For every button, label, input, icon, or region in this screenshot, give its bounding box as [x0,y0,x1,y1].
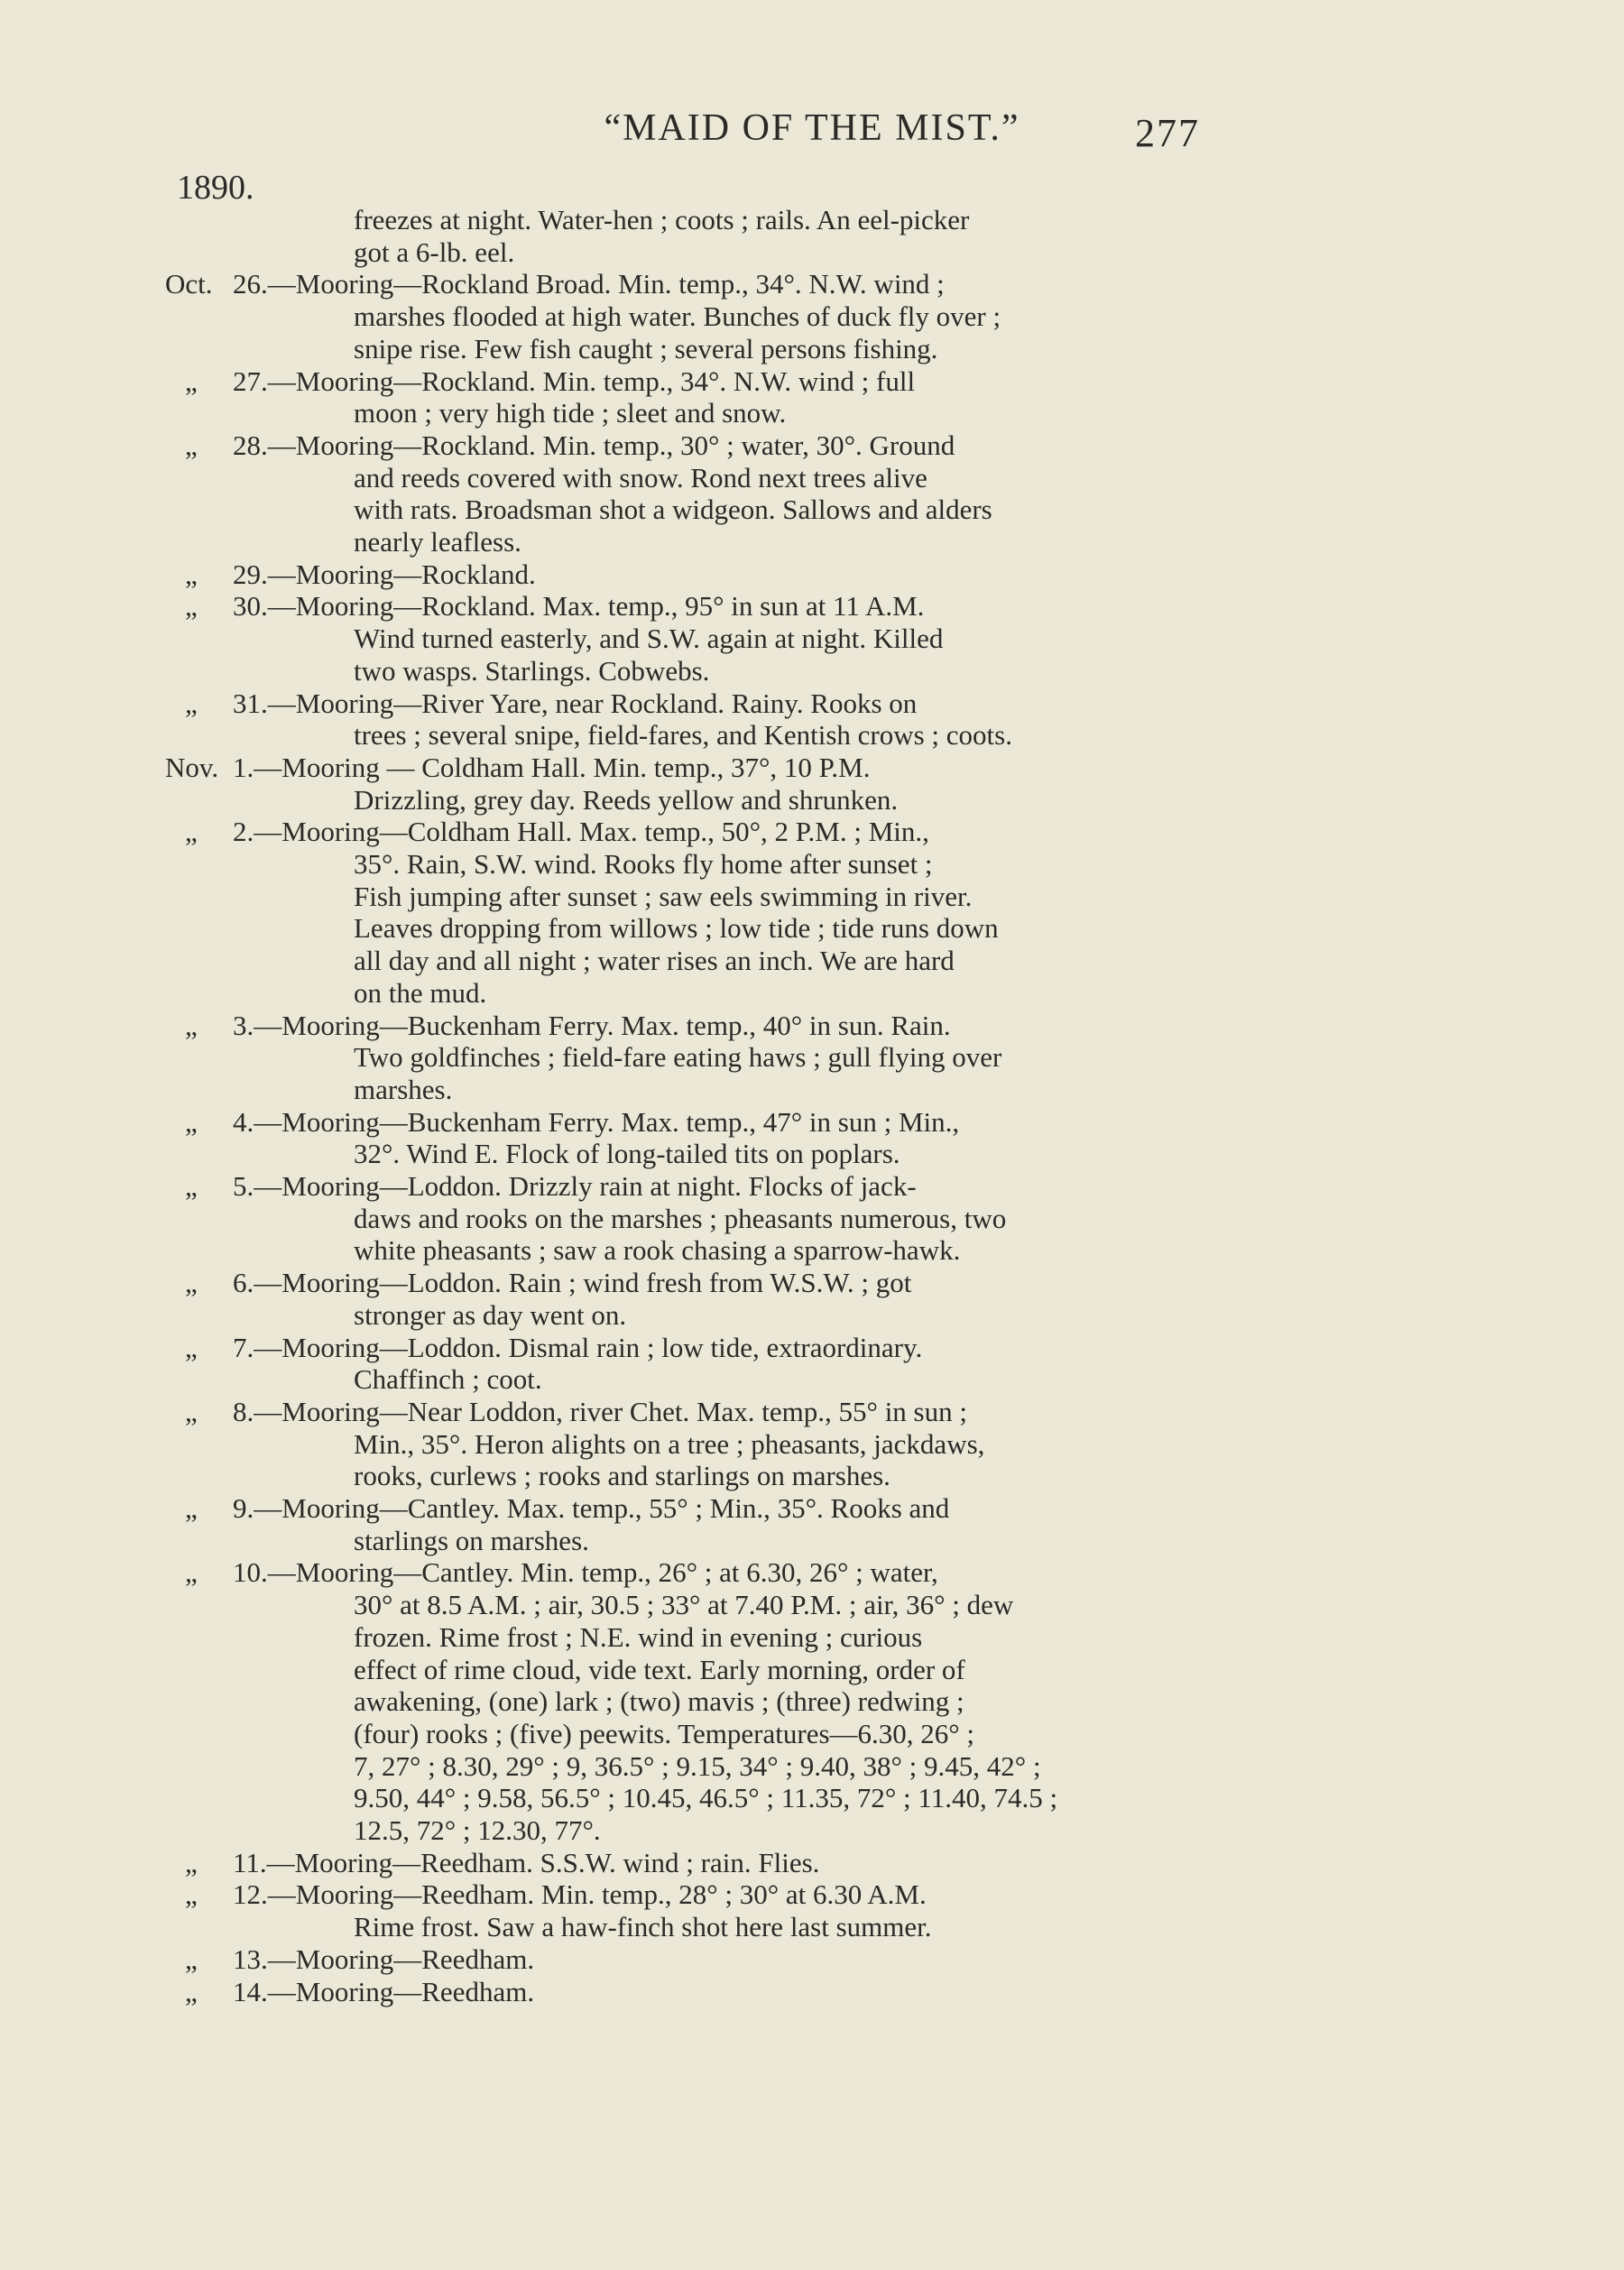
entry-continuation-line: 12.5, 72° ; 12.30, 77°. [354,1814,601,1846]
entry-continuation-line: freezes at night. Water-hen ; coots ; rails. An eel-picker [354,204,970,235]
entry-line: 4.—Mooring—Buckenham Ferry. Max. temp., 47° in sun ; Min., [233,1105,960,1138]
entry-line: 27.—Mooring—Rockland. Min. temp., 34°. N.W. wind ; full [233,364,916,397]
year-heading: 1890. [177,169,254,207]
page-number: 277 [1135,111,1200,155]
ditto-mark: „ [185,1009,198,1041]
entry-continuation-line: on the mud. [354,976,487,1009]
entry-line: 12.—Mooring—Reedham. Min. temp., 28° ; 30° at 6.30 A.M. [233,1878,927,1911]
entry-continuation-line: daws and rooks on the marshes ; pheasants numerous, two [354,1202,1007,1234]
entry-continuation-line: Min., 35°. Heron alights on a tree ; pheasants, jackdaws, [354,1427,985,1460]
entry-line: 1.—Mooring — Coldham Hall. Min. temp., 37°, 10 P.M. [233,751,871,783]
entry-line: 3.—Mooring—Buckenham Ferry. Max. temp., 40° in sun. Rain. [233,1009,951,1041]
entry-line: 2.—Mooring—Coldham Hall. Max. temp., 50°, 2 P.M. ; Min., [233,816,929,848]
entry-line: 30.—Mooring—Rockland. Max. temp., 95° in sun at 11 A.M. [233,590,925,623]
entry-line: 5.—Mooring—Loddon. Drizzly rain at night. Flocks of jack- [233,1170,917,1202]
entry-continuation-line: moon ; very high tide ; sleet and snow. [354,397,787,429]
ditto-mark: „ [185,1331,198,1363]
entry-continuation-line: with rats. Broadsman shot a widgeon. Sallows and alders [354,494,992,526]
entry-continuation-line: Chaffinch ; coot. [354,1363,542,1396]
entry-continuation-line: got a 6-lb. eel. [354,235,515,268]
entry-line: 9.—Mooring—Cantley. Max. temp., 55° ; Min., 35°. Rooks and [233,1492,950,1524]
entry-continuation-line: Drizzling, grey day. Reeds yellow and shrunken. [354,783,899,816]
entry-continuation-line: frozen. Rime frost ; N.E. wind in evening ; curious [354,1620,923,1653]
entry-continuation-line: marshes flooded at high water. Bunches of duck fly over ; [354,300,1001,333]
entry-continuation-line: (four) rooks ; (five) peewits. Temperatures—6.30, 26° ; [354,1717,975,1749]
entry-continuation-line: awakening, (one) lark ; (two) mavis ; (three) redwing ; [354,1685,964,1718]
entry-line: 7.—Mooring—Loddon. Dismal rain ; low tide, extraordinary. [233,1331,923,1363]
ditto-mark: „ [185,364,198,397]
entry-continuation-line: 30° at 8.5 A.M. ; air, 30.5 ; 33° at 7.40 P.M. ; air, 36° ; dew [354,1589,1014,1621]
entry-continuation-line: all day and all night ; water rises an inch. We are hard [354,945,955,977]
entry-continuation-line: nearly leafless. [354,526,521,558]
entry-line: 31.—Mooring—River Yare, near Rockland. Rainy. Rooks on [233,687,918,719]
ditto-mark: „ [185,429,198,461]
entry-continuation-line: marshes. [354,1073,453,1105]
entry-continuation-line: two wasps. Starlings. Cobwebs. [354,654,710,687]
ditto-mark: „ [185,1942,198,1975]
entry-continuation-line: 32°. Wind E. Flock of long-tailed tits on poplars. [354,1138,900,1170]
entry-continuation-line: 35°. Rain, S.W. wind. Rooks fly home after sunset ; [354,848,933,880]
entry-continuation-line: starlings on marshes. [354,1524,589,1556]
ditto-mark: „ [185,1492,198,1524]
entry-line: 8.—Mooring—Near Loddon, river Chet. Max. temp., 55° in sun ; [233,1395,967,1427]
entry-continuation-line: Fish jumping after sunset ; saw eels swimming in river. [354,880,973,912]
entry-line: 29.—Mooring—Rockland. [233,558,536,590]
ditto-mark: „ [185,1846,198,1878]
ditto-mark: „ [185,1267,198,1299]
ditto-mark: „ [185,1878,198,1911]
entry-continuation-line: trees ; several snipe, field-fares, and Kentish crows ; coots. [354,719,1012,752]
entry-line: 26.—Mooring—Rockland Broad. Min. temp., 34°. N.W. wind ; [233,268,945,300]
entry-line: 6.—Mooring—Loddon. Rain ; wind fresh from W.S.W. ; got [233,1267,912,1299]
ditto-mark: „ [185,687,198,719]
entry-continuation-line: Rime frost. Saw a haw-finch shot here last summer. [354,1911,932,1943]
month-label: Nov. [165,751,219,783]
entry-line: 11.—Mooring—Reedham. S.S.W. wind ; rain. Flies. [233,1846,820,1878]
entry-line: 13.—Mooring—Reedham. [233,1942,535,1975]
entry-continuation-line: Wind turned easterly, and S.W. again at night. Killed [354,623,944,655]
entry-continuation-line: stronger as day went on. [354,1298,627,1331]
ditto-mark: „ [185,1170,198,1202]
entry-continuation-line: 7, 27° ; 8.30, 29° ; 9, 36.5° ; 9.15, 34° ; 9.40, 38° ; 9.45, 42° ; [354,1749,1041,1782]
ditto-mark: „ [185,816,198,848]
entry-continuation-line: effect of rime cloud, vide text. Early morning, order of [354,1653,965,1685]
entry-continuation-line: Leaves dropping from willows ; low tide ; tide runs down [354,912,999,945]
ditto-mark: „ [185,1975,198,2007]
entry-line: 14.—Mooring—Reedham. [233,1975,535,2007]
entry-line: 10.—Mooring—Cantley. Min. temp., 26° ; at 6.30, 26° ; water, [233,1556,938,1589]
entry-continuation-line: white pheasants ; saw a rook chasing a sparrow-hawk. [354,1234,961,1267]
running-title: “MAID OF THE MIST.” [604,107,1020,149]
entry-continuation-line: snipe rise. Few fish caught ; several persons fishing. [354,332,938,364]
ditto-mark: „ [185,590,198,623]
entry-line: 28.—Mooring—Rockland. Min. temp., 30° ; water, 30°. Ground [233,429,955,461]
ditto-mark: „ [185,1556,198,1589]
entry-continuation-line: and reeds covered with snow. Rond next trees alive [354,461,927,494]
ditto-mark: „ [185,1105,198,1138]
month-label: Oct. [165,268,213,300]
ditto-mark: „ [185,558,198,590]
entry-continuation-line: 9.50, 44° ; 9.58, 56.5° ; 10.45, 46.5° ; 11.35, 72° ; 11.40, 74.5 ; [354,1782,1058,1814]
ditto-mark: „ [185,1395,198,1427]
entry-continuation-line: Two goldfinches ; field-fare eating haws ; gull flying over [354,1041,1002,1074]
entry-continuation-line: rooks, curlews ; rooks and starlings on marshes. [354,1460,890,1492]
